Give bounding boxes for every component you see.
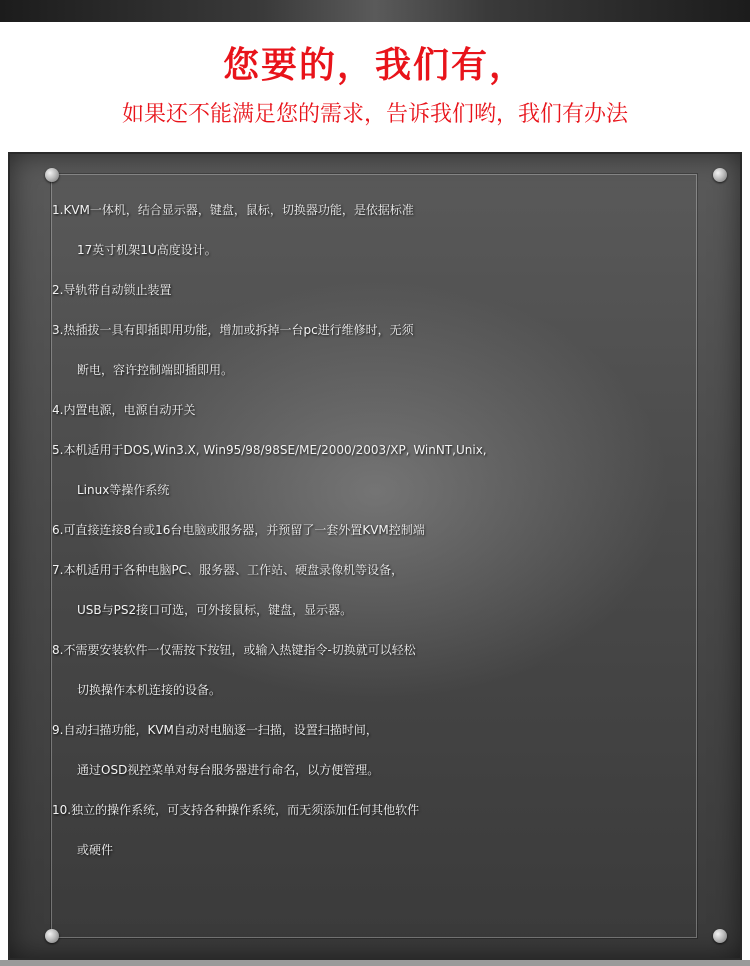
feature-line: 3.热插拔一具有即插即用功能，增加或拆掉一台pc进行维修时，无须 (52, 323, 414, 337)
feature-item (52, 270, 742, 310)
screw-icon (713, 168, 727, 182)
feature-line: 10.独立的操作系统，可支持各种操作系统，而无须添加任何其他软件 (52, 803, 420, 817)
top-bar (0, 0, 750, 22)
feature-item (52, 790, 742, 870)
headline: 您要的，我们有， (222, 45, 527, 86)
feature-item (52, 390, 742, 430)
feature-item (52, 310, 742, 390)
feature-line: 通过OSD视控菜单对每台服务器进行命名，以方便管理。 (77, 763, 380, 777)
feature-item (52, 550, 742, 630)
feature-line: 17英寸机架1U高度设计。 (77, 243, 217, 257)
feature-line: 7.本机适用于各种电脑PC、服务器、工作站、硬盘录像机等设备， (52, 563, 404, 577)
screw-icon (45, 929, 59, 943)
feature-item (52, 190, 742, 270)
screw-icon (45, 168, 59, 182)
feature-line: 4.内置电源，电源自动开关 (52, 403, 196, 417)
feature-list (52, 190, 742, 870)
feature-line: 8.不需要安装软件一仅需按下按钮，或输入热键指令-切换就可以轻松 (52, 643, 416, 657)
feature-line: 6.可直接连接8台或16台电脑或服务器，并预留了一套外置KVM控制端 (52, 523, 425, 537)
feature-panel (8, 152, 742, 960)
feature-line: 2.导轨带自动锁止装置 (52, 283, 172, 297)
feature-line: 5.本机适用于DOS,Win3.X, Win95/98/98SE/ME/2000/2003/XP, WinNT,Unix, (52, 443, 487, 457)
feature-line: 切换操作本机连接的设备。 (77, 683, 222, 697)
feature-line: 9.自动扫描功能，KVM自动对电脑逐一扫描，设置扫描时间， (52, 723, 378, 737)
feature-line: 1.KVM一体机，结合显示器，键盘，鼠标，切换器功能，是依据标准 (52, 203, 414, 217)
feature-line: USB与PS2接口可选，可外接鼠标，键盘，显示器。 (77, 603, 353, 617)
subline: 如果还不能满足您的需求，告诉我们哟，我们有办法 (121, 102, 628, 127)
feature-item (52, 710, 742, 790)
feature-line: Linux等操作系统 (77, 483, 170, 497)
bottom-bar (0, 960, 750, 966)
feature-item (52, 510, 742, 550)
feature-item (52, 630, 742, 710)
feature-line: 或硬件 (77, 843, 114, 857)
screw-icon (713, 929, 727, 943)
feature-item (52, 430, 742, 510)
feature-line: 断电，容许控制端即插即用。 (77, 363, 234, 377)
